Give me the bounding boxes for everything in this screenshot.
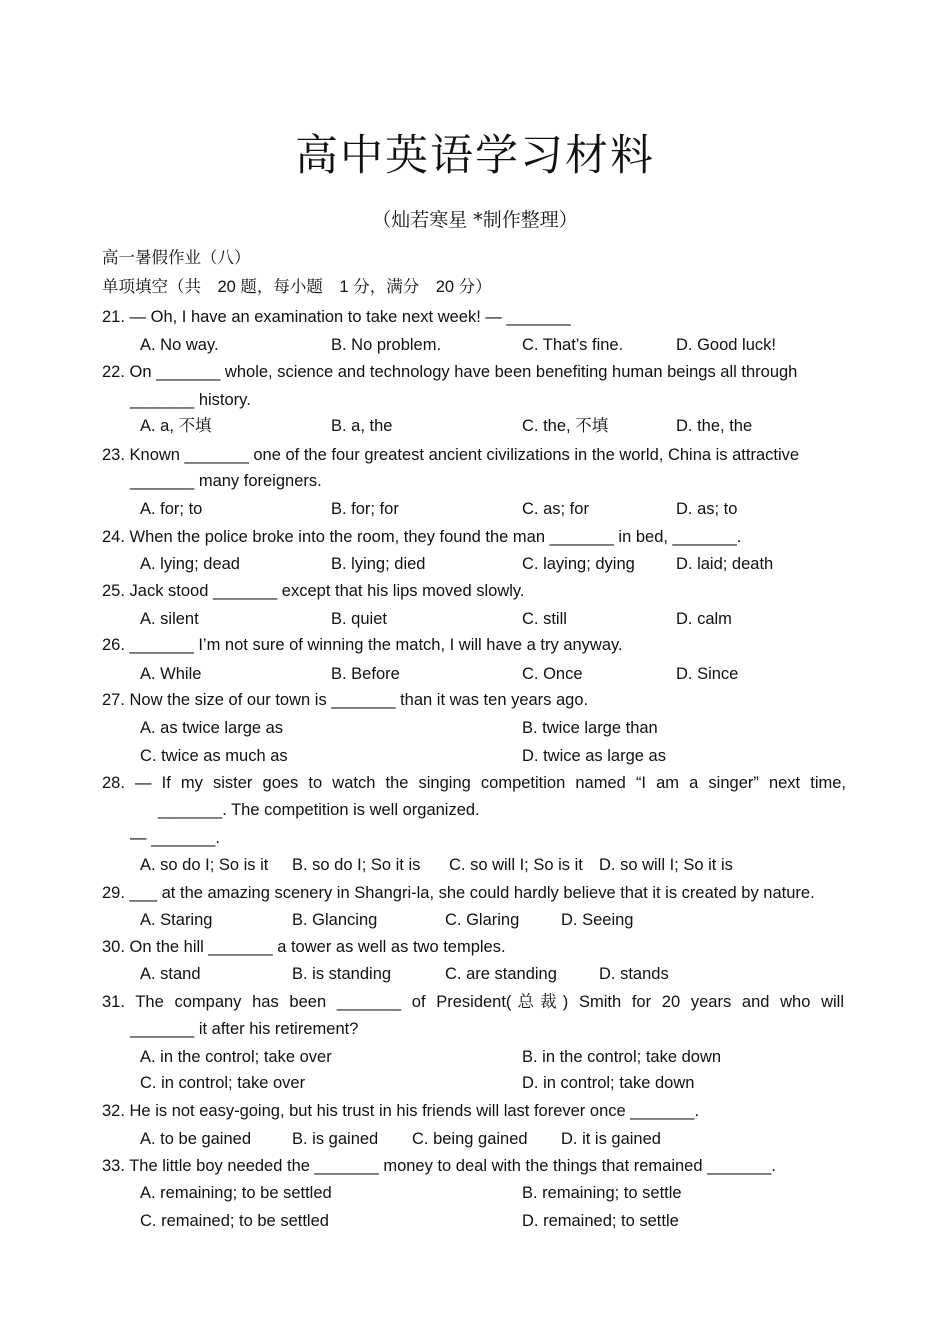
question-24-option-a: A. lying; dead [140,555,240,573]
question-22-option-d: D. the, the [676,417,753,435]
question-27-option-d: D. twice as large as [522,747,666,765]
question-30-option-c: C. are standing [445,965,557,983]
question-26-option-b: B. Before [331,665,400,683]
question-30-option-b: B. is standing [292,965,392,983]
question-29-stem: 29. ___ at the amazing scenery in Shangri-la, she could hardly believe that it is created by nature. [102,884,815,902]
question-29-option-c: C. Glaring [445,911,520,929]
question-32-stem: 32. He is not easy-going, but his trust in his friends will last forever once _______. [102,1102,700,1120]
question-26-option-c: C. Once [522,665,583,683]
page-subtitle: （灿若寒星 *制作整理） [372,209,578,231]
question-22-option-c: C. the, 不填 [522,417,609,435]
question-26-stem: 26. _______ I’m not sure of winning the match, I will have a try anyway. [102,636,623,654]
question-26-option-d: D. Since [676,665,739,683]
question-28-stem: 28. — If my sister goes to watch the singing competition named “I am a singer” next time, [102,774,846,792]
question-31-stem: 31. The company has been _______ of President(总裁) Smith for 20 years and who will [102,993,844,1011]
question-23-option-a: A. for; to [140,500,203,518]
assignment-heading: 高一暑假作业（八） [102,249,251,267]
question-33-option-c: C. remained; to be settled [140,1212,329,1230]
question-25-stem: 25. Jack stood _______ except that his lips moved slowly. [102,582,525,600]
question-24-stem: 24. When the police broke into the room, they found the man _______ in bed, _______. [102,528,742,546]
question-21-option-c: C. That’s fine. [522,336,624,354]
question-24-option-d: D. laid; death [676,555,774,573]
question-28-option-b: B. so do I; So it is [292,856,421,874]
question-23-stem: 23. Known _______ one of the four greatest ancient civilizations in the world, China is attractive [102,446,800,464]
question-25-option-d: D. calm [676,610,732,628]
question-28-option-a: A. so do I; So is it [140,856,269,874]
question-30-stem: 30. On the hill _______ a tower as well as two temples. [102,938,506,956]
question-30-option-d: D. stands [599,965,669,983]
question-25-option-c: C. still [522,610,567,628]
question-28-reply: — _______. [130,829,220,847]
question-27-option-a: A. as twice large as [140,719,284,737]
question-21-option-b: B. No problem. [331,336,442,354]
question-30-option-a: A. stand [140,965,201,983]
question-29-option-b: B. Glancing [292,911,378,929]
question-27-option-c: C. twice as much as [140,747,288,765]
question-23-option-b: B. for; for [331,500,399,518]
question-33-stem: 33. The little boy needed the _______ money to deal with the things that remained _______. [102,1157,776,1175]
question-22-stem-cont: _______ history. [130,391,251,409]
question-28-option-d: D. so will I; So it is [599,856,733,874]
question-21-option-d: D. Good luck! [676,336,776,354]
question-27-option-b: B. twice large than [522,719,658,737]
question-32-option-c: C. being gained [412,1130,528,1148]
question-26-option-a: A. While [140,665,202,683]
question-28-option-c: C. so will I; So is it [449,856,583,874]
question-31-option-a: A. in the control; take over [140,1048,332,1066]
question-28-stem-cont: _______. The competition is well organized. [158,801,480,819]
question-22-option-b: B. a, the [331,417,393,435]
question-32-option-a: A. to be gained [140,1130,252,1148]
question-27-stem: 27. Now the size of our town is _______ than it was ten years ago. [102,691,589,709]
question-33-option-b: B. remaining; to settle [522,1184,682,1202]
page-title: 高中英语学习材料 [295,131,655,181]
question-33-option-d: D. remained; to settle [522,1212,679,1230]
question-31-option-b: B. in the control; take down [522,1048,722,1066]
question-22-stem: 22. On _______ whole, science and technology have been benefiting human beings all through [102,363,798,381]
question-24-option-c: C. laying; dying [522,555,635,573]
question-23-option-c: C. as; for [522,500,589,518]
question-24-option-b: B. lying; died [331,555,426,573]
question-25-option-b: B. quiet [331,610,387,628]
question-31-option-c: C. in control; take over [140,1074,306,1092]
question-32-option-b: B. is gained [292,1130,379,1148]
question-23-option-d: D. as; to [676,500,738,518]
question-21-option-a: A. No way. [140,336,219,354]
question-31-stem-cont: _______ it after his retirement? [130,1020,359,1038]
question-29-option-a: A. Staring [140,911,213,929]
question-22-option-a: A. a, 不填 [140,417,212,435]
question-32-option-d: D. it is gained [561,1130,661,1148]
question-23-stem-cont: _______ many foreigners. [130,472,322,490]
question-33-option-a: A. remaining; to be settled [140,1184,332,1202]
section-heading: 单项填空（共 20 题，每小题 1 分，满分 20 分） [102,278,492,296]
question-29-option-d: D. Seeing [561,911,634,929]
question-31-option-d: D. in control; take down [522,1074,695,1092]
question-25-option-a: A. silent [140,610,199,628]
question-21-stem: 21. — Oh, I have an examination to take next week! — _______ [102,308,571,326]
